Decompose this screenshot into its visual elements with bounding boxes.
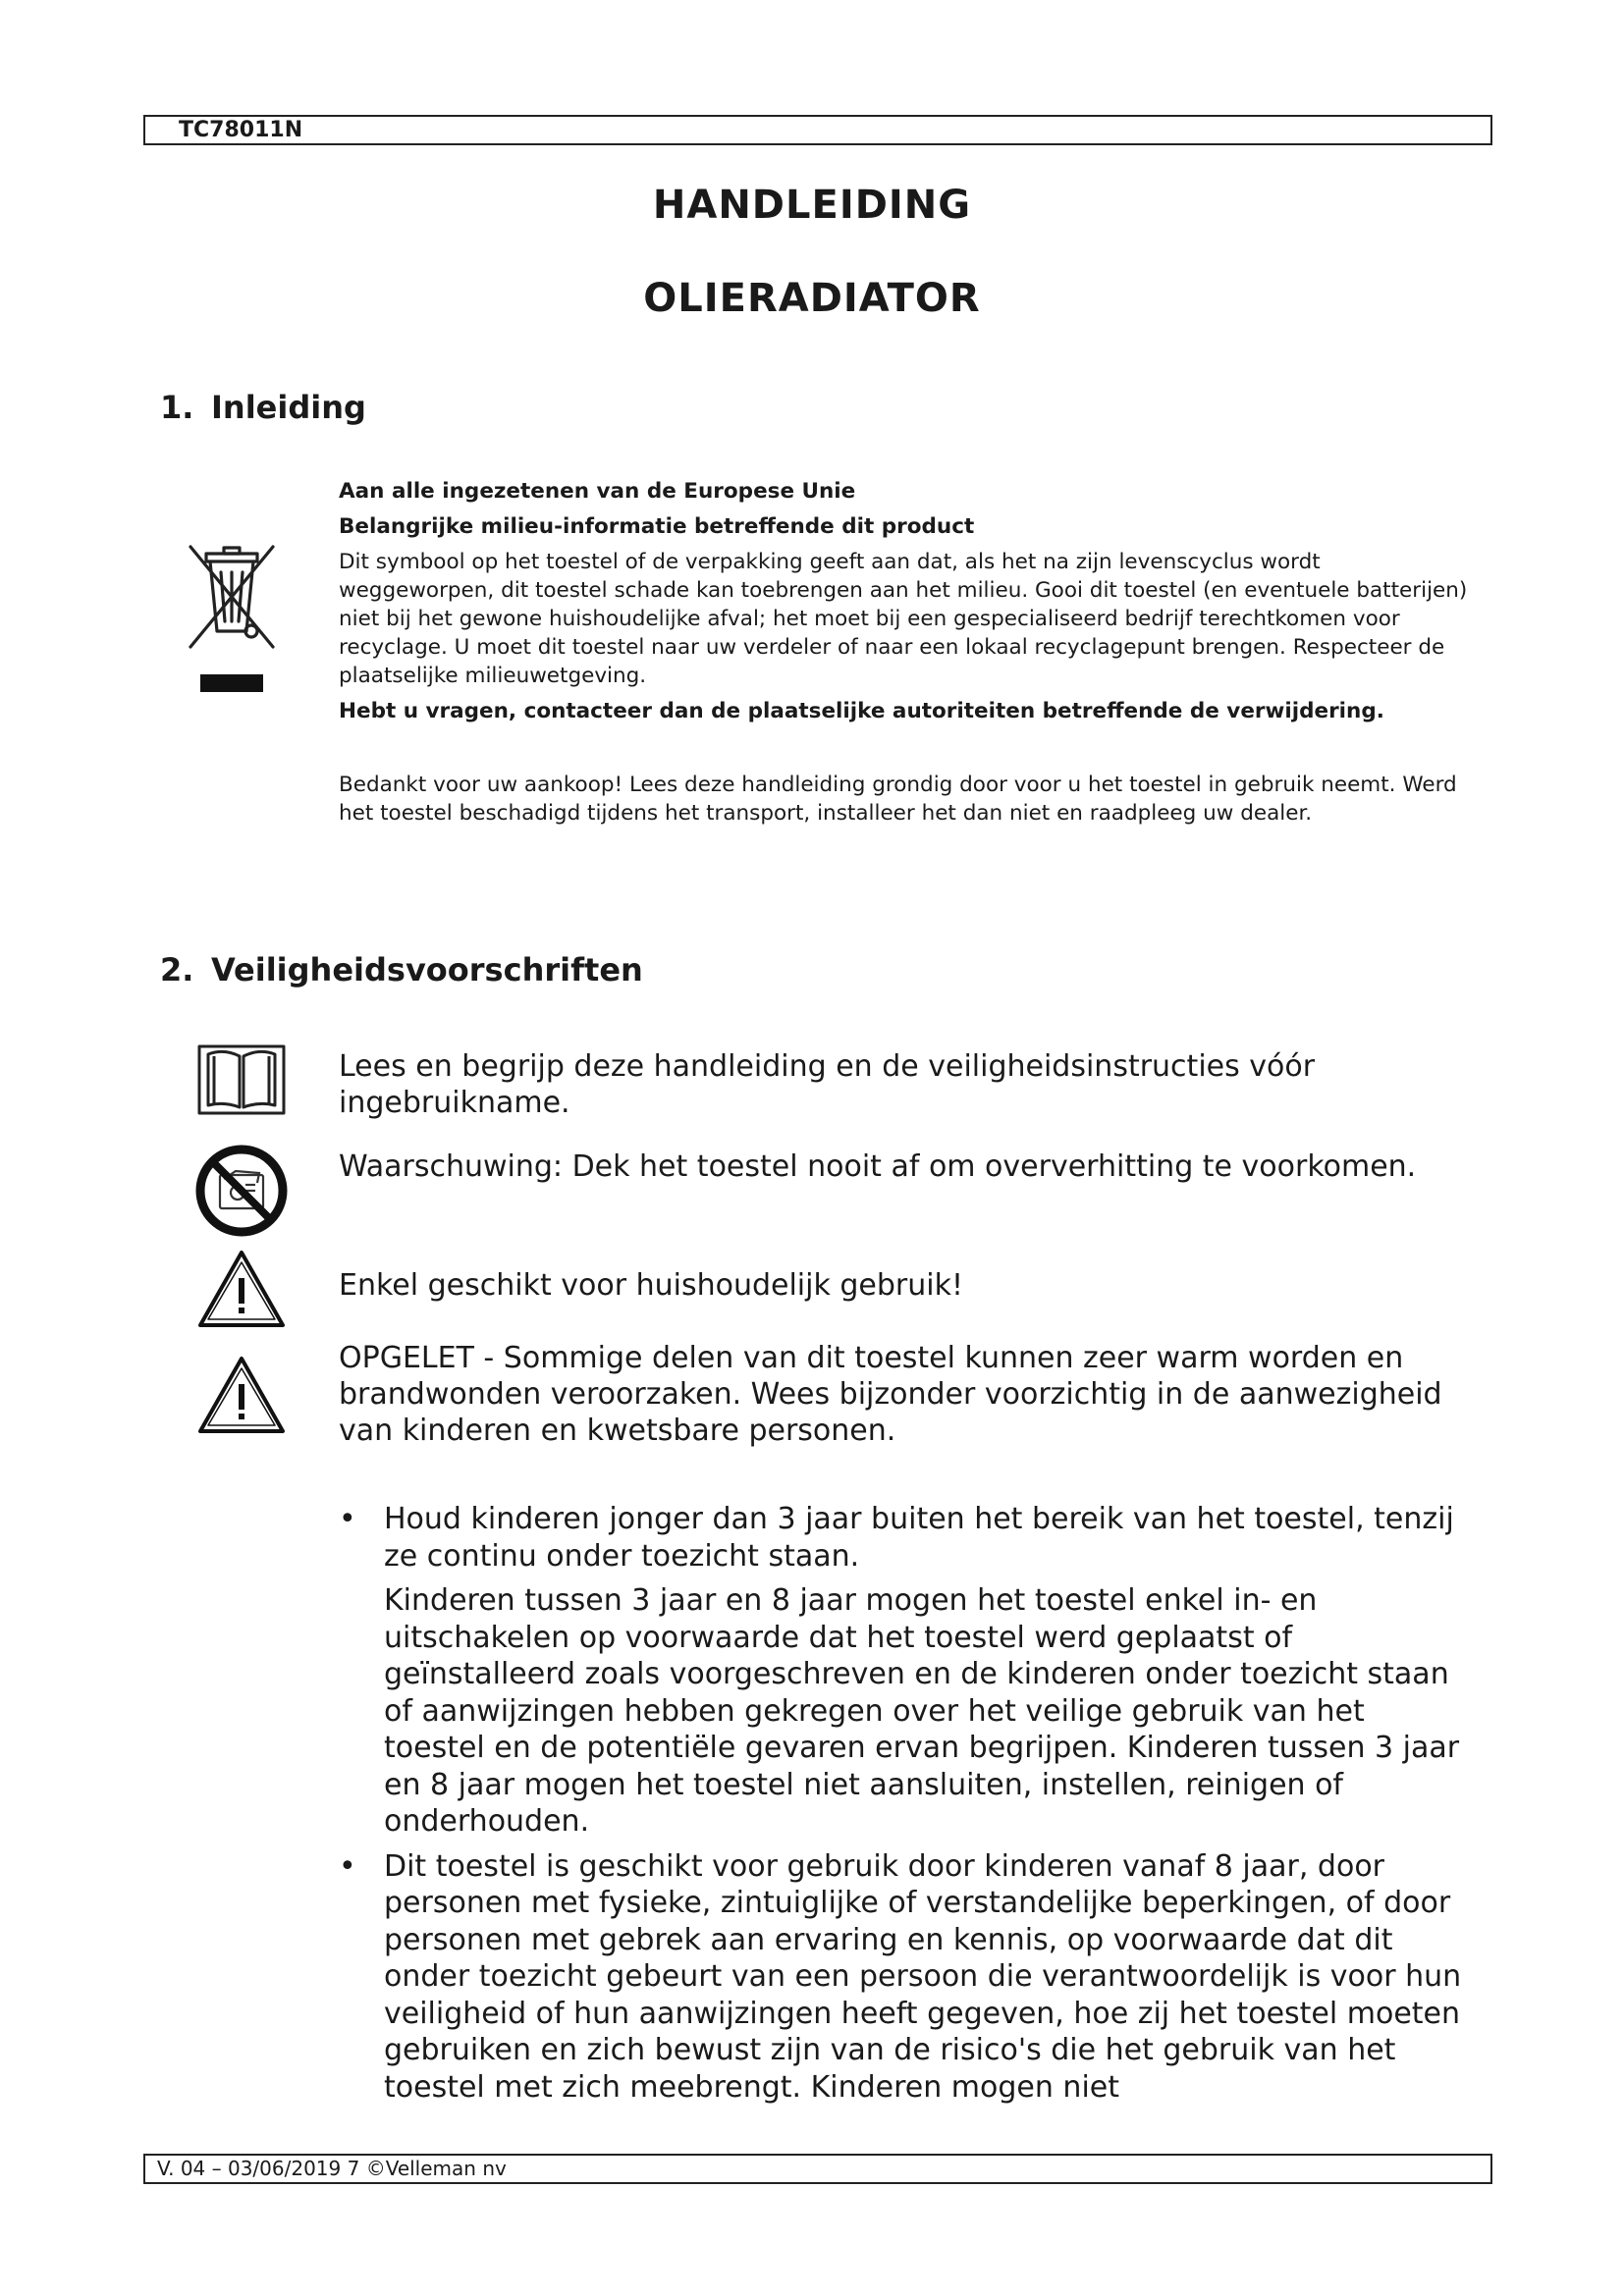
section-1-number: 1. [160,389,194,426]
safety-text-read-manual: Lees en begrijp deze handleiding en de veiligheidsinstructies vóór ingebruikname. [339,1049,1316,1120]
weee-title-2: Belangrijke milieu-informatie betreffende dit product [339,514,975,539]
footer-box [143,2154,1492,2184]
model-number: TC78011N [179,118,303,142]
weee-title-1: Aan alle ingezetenen van de Europese Unie [339,479,856,504]
section-2-heading [160,951,643,988]
do-not-cover-icon [194,1144,289,1238]
warning-triangle-icon [196,1249,287,1329]
weee-question: Hebt u vragen, contacteer dan de plaatselijke autoriteiten betreffende de verwijdering. [339,699,1384,723]
weee-crossed-bin-icon [187,543,277,700]
page-title: HANDLEIDING [652,183,972,228]
safety-text-household-only: Enkel geschikt voor huishoudelijk gebruik! [339,1268,963,1303]
section-1-heading [160,389,366,426]
section-2-number: 2. [160,951,194,988]
safety-text-hot-surfaces: OPGELET - Sommige delen van dit toestel kunnen zeer warm worden en brandwonden veroorzaken. Wees bijzonder voorzichtig in de aanwezigheid van kinderen en kwetsbare personen. [339,1341,1442,1448]
footer-text: V. 04 – 03/06/2019 7 ©Velleman nv [157,2157,507,2180]
list-item [339,1848,1468,2107]
bullet-1-text: Houd kinderen jonger dan 3 jaar buiten het bereik van het toestel, tenzij ze continu onder toezicht staan. [384,1502,1454,1574]
thanks-paragraph: Bedankt voor uw aankoop! Lees deze handleiding grondig door voor u het toestel in gebruik neemt. Werd het toestel beschadigd tijdens het transport, installeer het dan niet en raadpleeg uw dealer. [339,773,1457,826]
weee-notice [339,477,1468,828]
bullet-marker: • [339,1848,356,1884]
weee-body: Dit symbool op het toestel of de verpakking geeft aan dat, als het na zijn levenscyclus wordt weggeworpen, dit toestel schade kan toebrengen aan het milieu. Gooi dit toestel (en eventuele batterijen) niet bij het gewone huishoudelijke afval; het moet bij een gespecialiseerd bedrijf terechtkomen voor recyclage. U moet dit toestel naar uw verdeler of naar een lokaal recyclagepunt brengen. Respecteer de plaatselijke milieuwetgeving. [339,550,1468,688]
warning-triangle-icon [196,1355,287,1435]
manual-book-icon [196,1042,287,1117]
safety-text-do-not-cover: Waarschuwing: Dek het toestel nooit af om oververhitting te voorkomen. [339,1149,1417,1184]
bullet-1-extra: Kinderen tussen 3 jaar en 8 jaar mogen het toestel enkel in- en uitschakelen op voorwaarde dat het toestel werd geplaatst of geïnstalleerd zoals voorgeschreven en de kinderen onder toezicht staan of aanwijzingen hebben gekregen over het veilige gebruik van het toestel en de potentiële gevaren ervan begrijpen. Kinderen tussen 3 jaar en 8 jaar mogen het toestel niet aansluiten, instellen, reinigen of onderhouden. [384,1583,1460,1839]
section-2-title: Veiligheidsvoorschriften [211,951,643,988]
safety-bullet-list [339,1501,1468,2106]
bullet-2-text: Dit toestel is geschikt voor gebruik door kinderen vanaf 8 jaar, door personen met fysieke, zintuiglijke of verstandelijke beperkingen, of door personen met gebrek aan ervaring en kennis, op voorwaarde dat dit onder toezicht gebeurt van een persoon die verantwoordelijk is voor hun veiligheid of hun aanwijzingen heeft gegeven, hoe zij het toestel moeten gebruiken en zich bewust zijn van de risico's die het gebruik van het toestel met zich meebrengt. Kinderen mogen niet [384,1848,1462,2105]
header-model-box [143,115,1492,145]
page-subtitle: OLIERADIATOR [643,276,981,321]
section-1-title: Inleiding [211,389,366,426]
list-item [339,1501,1468,1841]
bullet-marker: • [339,1502,356,1536]
